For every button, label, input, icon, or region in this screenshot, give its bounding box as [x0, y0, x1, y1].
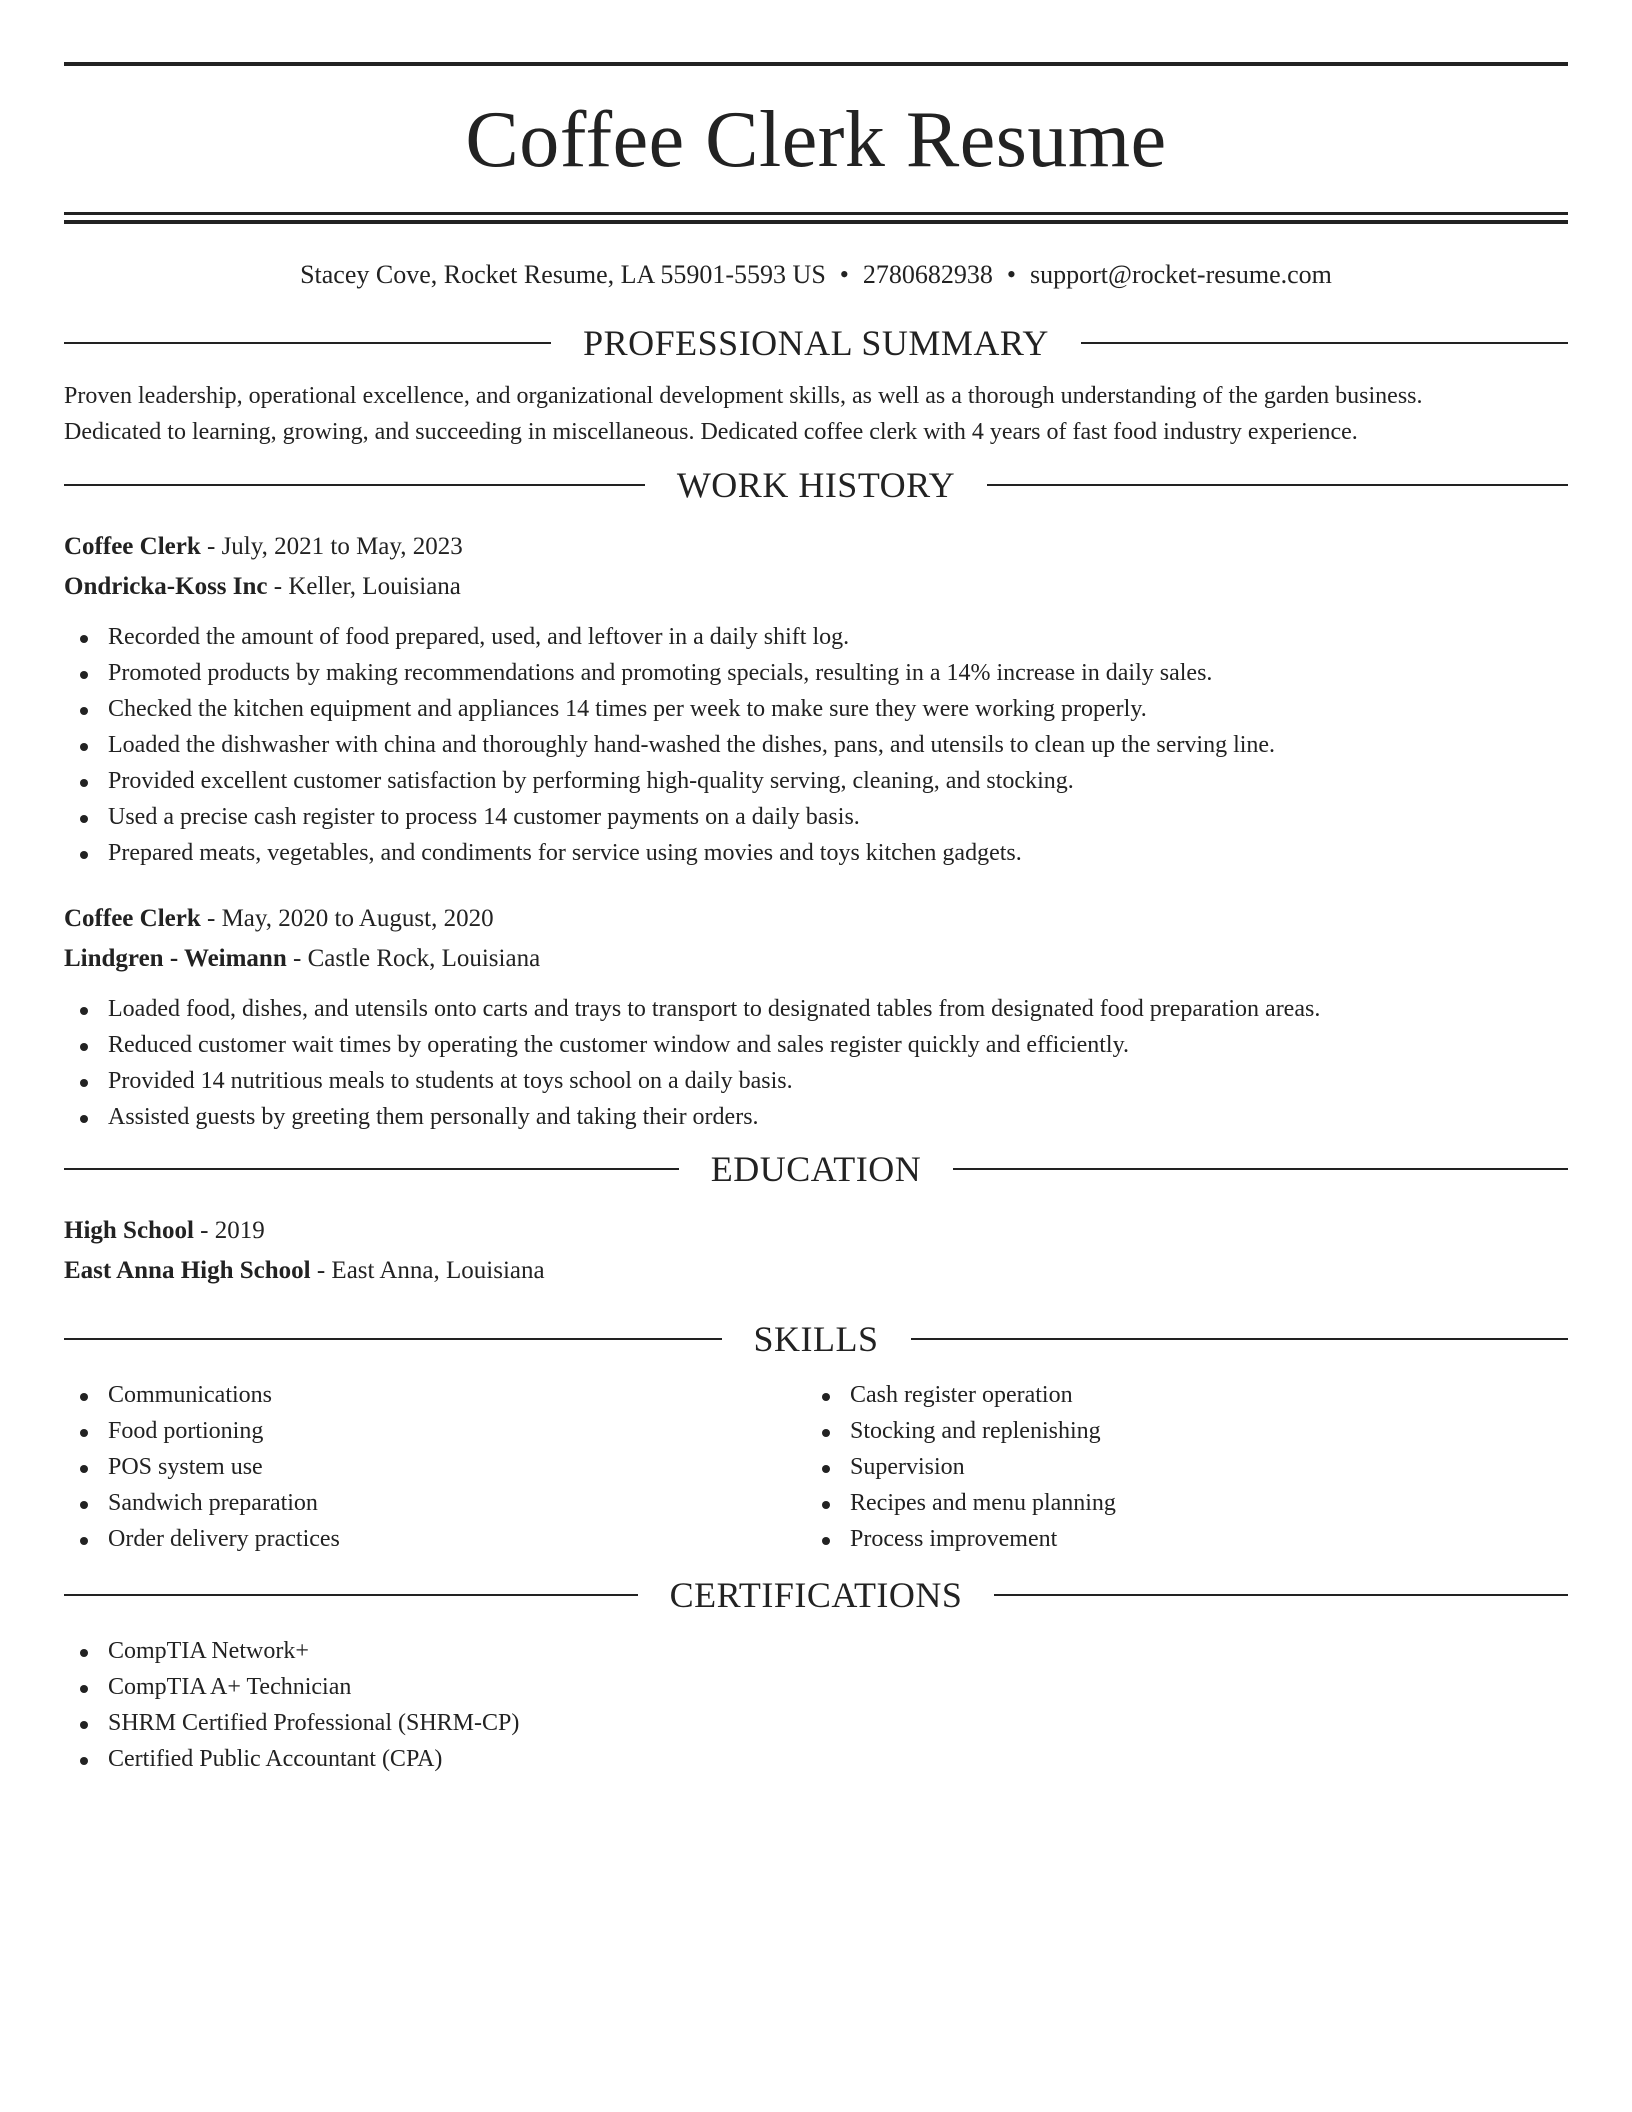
list-item: Promoted products by making recommendations and promoting specials, resulting in a 14% increase in daily sales.: [64, 655, 1568, 691]
skill-item: Communications: [64, 1377, 806, 1413]
skill-item: Stocking and replenishing: [806, 1413, 1548, 1449]
education-school-line: [64, 1251, 1568, 1291]
section-header-skills: [64, 1319, 1568, 1359]
section-header-summary: [64, 323, 1568, 363]
contact-separator: •: [1006, 260, 1016, 289]
job-entry: [64, 527, 1568, 871]
education-year: - 2019: [193, 1217, 265, 1244]
job-title-line: [64, 899, 1568, 939]
list-item: Loaded food, dishes, and utensils onto carts and trays to transport to designated tables from designated food preparation areas.: [64, 991, 1568, 1027]
list-item: Recorded the amount of food prepared, used, and leftover in a daily shift log.: [64, 619, 1568, 655]
certification-item: CompTIA Network+: [64, 1633, 1568, 1669]
list-item: Provided 14 nutritious meals to students at toys school on a daily basis.: [64, 1063, 1568, 1099]
certification-item: Certified Public Accountant (CPA): [64, 1741, 1568, 1777]
divider-line: [987, 484, 1568, 486]
divider-line: [64, 342, 551, 344]
list-item: Used a precise cash register to process 14 customer payments on a daily basis.: [64, 799, 1568, 835]
list-item: Provided excellent customer satisfaction by performing high-quality serving, cleaning, and stocking.: [64, 763, 1568, 799]
divider-line: [64, 1168, 679, 1170]
list-item: Checked the kitchen equipment and appliances 14 times per week to make sure they were working properly.: [64, 691, 1568, 727]
summary-line: Dedicated to learning, growing, and succeeding in miscellaneous. Dedicated coffee clerk with 4 years of fast food industry experience.: [64, 419, 1358, 445]
summary-text: [64, 378, 1568, 450]
skill-item: Food portioning: [64, 1413, 806, 1449]
job-company: Ondricka-Koss Inc: [64, 573, 268, 600]
education-degree-line: [64, 1211, 1568, 1251]
divider-line: [64, 1594, 638, 1596]
job-company-line: [64, 567, 1568, 607]
education-location: - East Anna, Louisiana: [310, 1257, 545, 1284]
job-title-line: [64, 527, 1568, 567]
certification-item: CompTIA A+ Technician: [64, 1669, 1568, 1705]
certifications-list: [64, 1633, 1568, 1777]
job-location: - Keller, Louisiana: [267, 573, 461, 600]
job-bullets: [64, 619, 1568, 871]
section-title-skills: SKILLS: [753, 1319, 879, 1359]
divider-line: [994, 1594, 1568, 1596]
section-title-summary: PROFESSIONAL SUMMARY: [583, 323, 1049, 363]
skill-item: Recipes and menu planning: [806, 1485, 1548, 1521]
skills-column-right: [806, 1377, 1548, 1557]
section-header-work-history: [64, 465, 1568, 505]
job-entry: [64, 899, 1568, 1135]
skill-item: Supervision: [806, 1449, 1548, 1485]
section-title-work-history: WORK HISTORY: [676, 465, 956, 505]
skills-column-left: [64, 1377, 806, 1557]
skill-item: POS system use: [64, 1449, 806, 1485]
skill-item: Process improvement: [806, 1521, 1548, 1557]
divider-line: [953, 1168, 1568, 1170]
education-entry: [64, 1211, 1568, 1291]
job-company: Lindgren - Weimann: [64, 945, 287, 972]
contact-separator: •: [839, 260, 849, 289]
list-item: Loaded the dishwasher with china and thoroughly hand-washed the dishes, pans, and utensils to clean up the serving line.: [64, 727, 1568, 763]
section-title-education: EDUCATION: [710, 1149, 922, 1189]
job-title: Coffee Clerk: [64, 905, 201, 932]
list-item: Prepared meats, vegetables, and condiments for service using movies and toys kitchen gadgets.: [64, 835, 1568, 871]
skills-grid: [64, 1377, 1568, 1557]
section-header-education: [64, 1149, 1568, 1189]
divider-line: [64, 484, 645, 486]
list-item: Reduced customer wait times by operating the customer window and sales register quickly and efficiently.: [64, 1027, 1568, 1063]
contact-address: Stacey Cove, Rocket Resume, LA 55901-5593 US: [300, 260, 826, 289]
job-location: - Castle Rock, Louisiana: [286, 945, 541, 972]
list-item: Assisted guests by greeting them personally and taking their orders.: [64, 1099, 1568, 1135]
job-company-line: [64, 939, 1568, 979]
job-bullets: [64, 991, 1568, 1135]
divider-line: [64, 1338, 722, 1340]
title-double-rule: [64, 212, 1568, 224]
skill-item: Cash register operation: [806, 1377, 1548, 1413]
contact-email: support@rocket-resume.com: [1030, 260, 1332, 289]
job-dates: - July, 2021 to May, 2023: [200, 533, 463, 560]
job-dates: - May, 2020 to August, 2020: [200, 905, 494, 932]
divider-line: [1081, 342, 1568, 344]
contact-line: [64, 260, 1568, 290]
skill-item: Order delivery practices: [64, 1521, 806, 1557]
contact-phone: 2780682938: [862, 260, 993, 289]
section-title-certifications: CERTIFICATIONS: [669, 1575, 963, 1615]
education-school: East Anna High School: [64, 1257, 311, 1284]
resume-title: Coffee Clerk Resume: [465, 96, 1167, 184]
divider-line: [911, 1338, 1569, 1340]
summary-line: Proven leadership, operational excellence, and organizational development skills, as well as a thorough understanding of the garden business.: [64, 383, 1423, 409]
top-rule: [64, 62, 1568, 66]
certification-item: SHRM Certified Professional (SHRM-CP): [64, 1705, 1568, 1741]
job-title: Coffee Clerk: [64, 533, 201, 560]
education-degree: High School: [64, 1217, 194, 1244]
skill-item: Sandwich preparation: [64, 1485, 806, 1521]
section-header-certifications: [64, 1575, 1568, 1615]
